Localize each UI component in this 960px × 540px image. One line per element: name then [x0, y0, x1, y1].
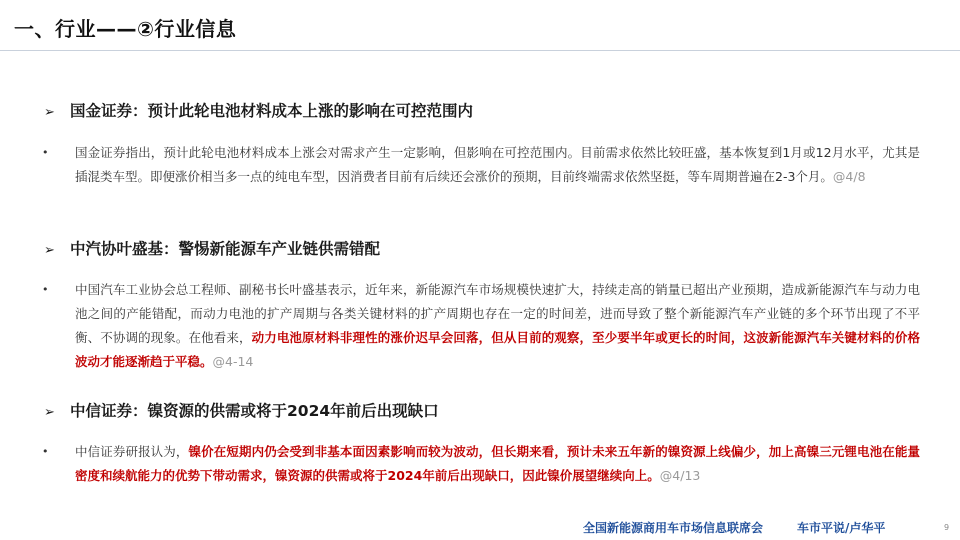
- arrow-bullet-icon: ➢: [44, 405, 55, 420]
- section-heading-text: 中信证券：镍资源的供需或将于2024年前后出现缺口: [70, 402, 439, 420]
- bullet-text: [75, 440, 920, 488]
- title-divider: [0, 50, 960, 51]
- arrow-bullet-icon: ➢: [44, 105, 55, 120]
- page-number: 9: [944, 523, 950, 532]
- section-heading-text: 国金证券：预计此轮电池材料成本上涨的影响在可控范围内: [70, 102, 474, 120]
- footer-author: 车市平说/卢华平: [797, 521, 886, 535]
- section-heading-text: 中汽协叶盛基：警惕新能源车产业链供需错配: [70, 240, 381, 258]
- bullet-date: @4/8: [832, 169, 866, 184]
- bullet-item-guojin: [42, 141, 922, 217]
- bullet-dot-icon: •: [42, 283, 49, 296]
- section-heading-citic: [44, 399, 439, 421]
- bullet-date: @4/13: [659, 468, 701, 483]
- title-bar: [0, 0, 960, 50]
- bullet-text: [75, 278, 920, 374]
- bullet-text-plain: 中信证券研报认为，: [75, 444, 189, 459]
- footer-organization: 全国新能源商用车市场信息联席会: [583, 521, 764, 535]
- bullet-dot-icon: •: [42, 445, 49, 458]
- bullet-text-highlight: 动力电池原材料非理性的涨价迟早会回落，但从目前的观察，至少要半年或更长的时间，这波新能源汽车关键材料的价格波动才能逐渐趋于平稳。: [75, 330, 920, 369]
- footer: [0, 516, 960, 540]
- bullet-text-highlight: 镍价在短期内仍会受到非基本面因素影响而较为波动，但长期来看，预计未来五年新的镍资源上线偏少，加上高镍三元锂电池在能量密度和续航能力的优势下带动需求，镍资源的供需或将于2024年前后出现缺口，因此镍价展望继续向上。: [75, 444, 920, 483]
- section-heading-caam: [44, 237, 380, 259]
- bullet-date: @4-14: [212, 354, 254, 369]
- bullet-text-plain: 中国汽车工业协会总工程师、副秘书长叶盛基表示，近年来，新能源汽车市场规模快速扩大，持续走高的销量已超出产业预期，造成新能源汽车与动力电池之间的产能错配，而动力电池的扩产周期与各类关键材料的扩产周期也存在一定的时间差，进而导致了整个新能源汽车产业链的多个环节出现了不平衡、不协调的现象。在他看来，: [75, 282, 920, 345]
- bullet-text: [75, 141, 920, 189]
- bullet-dot-icon: •: [42, 146, 49, 159]
- slide-title: 一、行业——②行业信息: [14, 17, 237, 41]
- bullet-item-caam: [42, 278, 922, 378]
- bullet-item-citic: [42, 440, 922, 492]
- section-heading-guojin: [44, 99, 473, 121]
- bullet-text-plain: 国金证券指出，预计此轮电池材料成本上涨会对需求产生一定影响，但影响在可控范围内。目前需求依然比较旺盛，基本恢复到1月或12月水平，尤其是插混类车型。即便涨价相当多一点的纯电车型，因消费者目前有后续还会涨价的预期，目前终端需求依然坚挺，等车周期普遍在2-3个月。: [75, 145, 920, 184]
- arrow-bullet-icon: ➢: [44, 243, 55, 258]
